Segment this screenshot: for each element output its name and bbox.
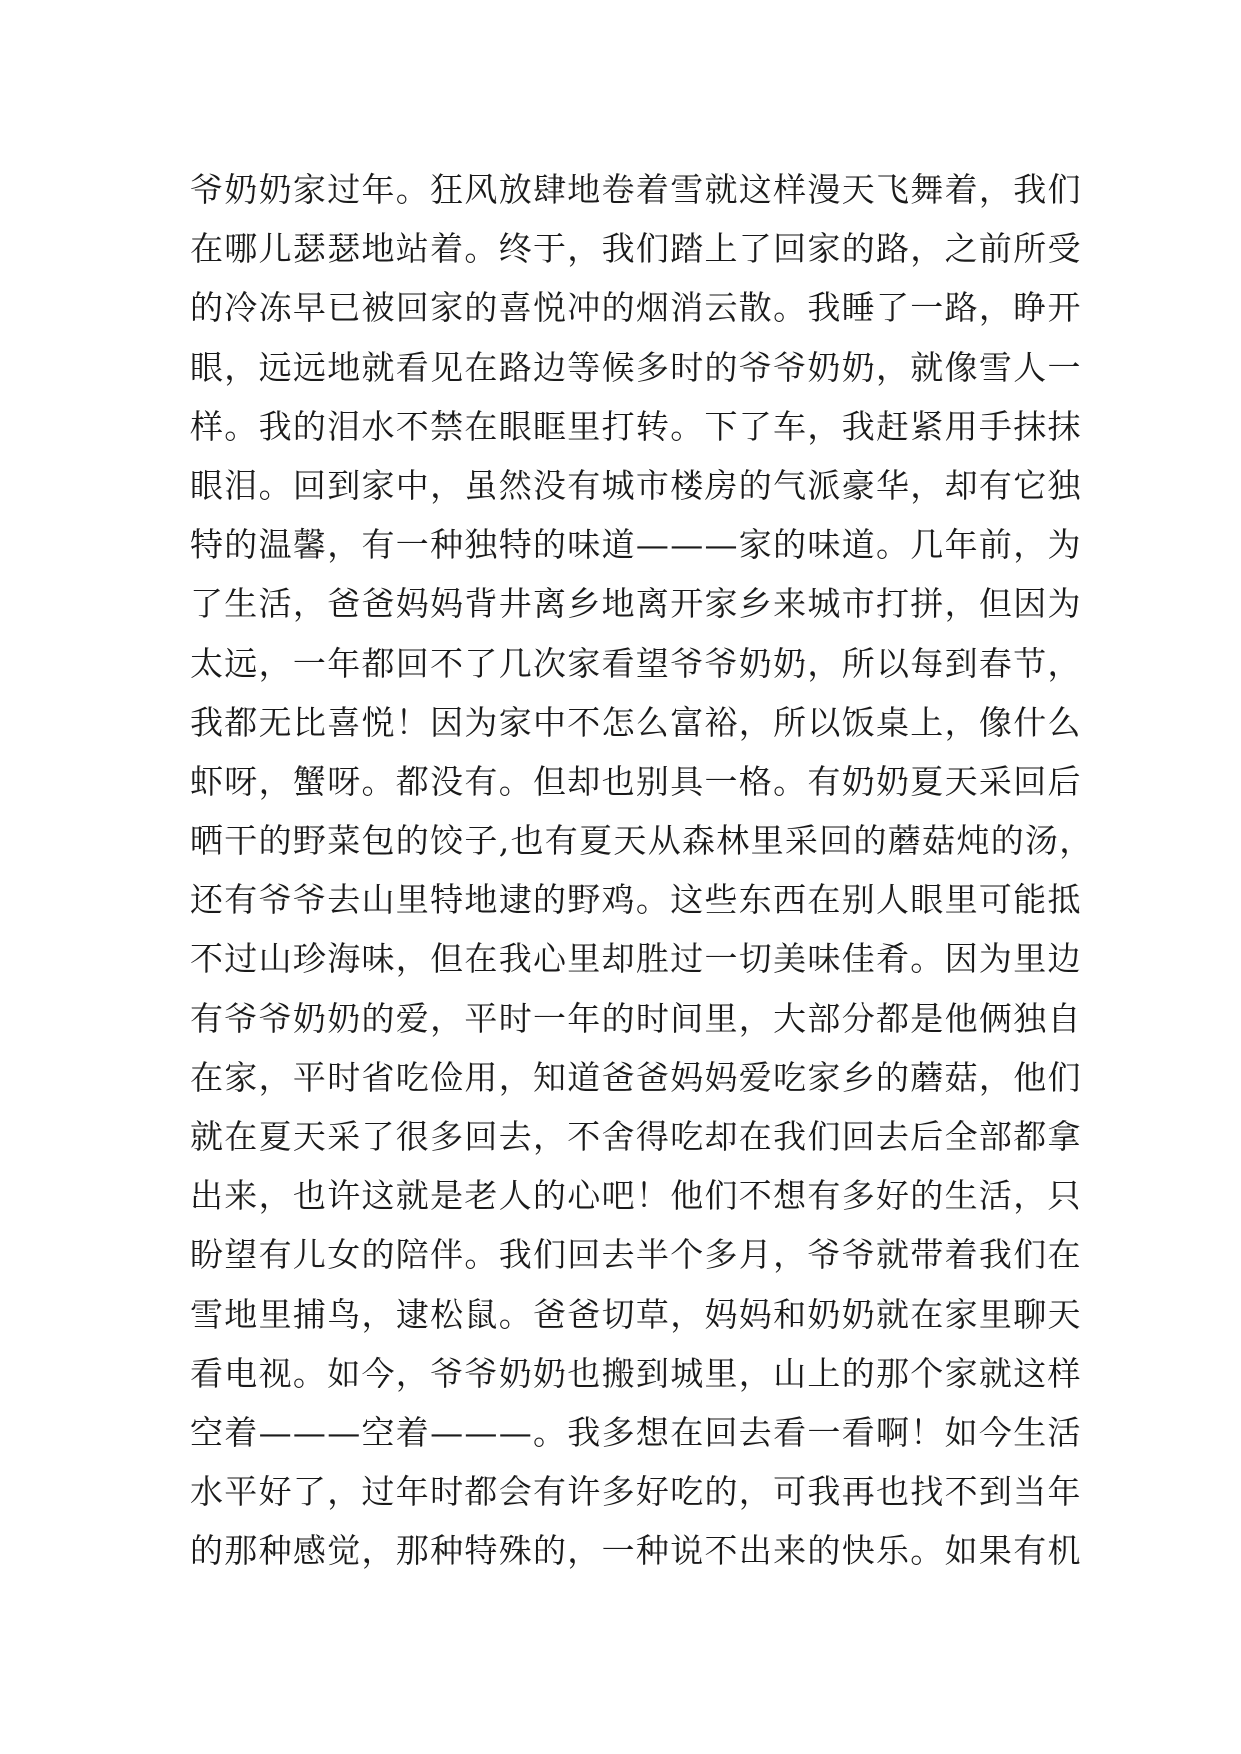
text-line: 虾呀，蟹呀。都没有。但却也别具一格。有奶奶夏天采回后 (190, 761, 1082, 801)
text-line: 了生活，爸爸妈妈背井离乡地离开家乡来城市打拼，但因为 (190, 584, 1082, 624)
text-line: 水平好了，过年时都会有许多好吃的，可我再也找不到当年 (190, 1472, 1082, 1512)
text-line: 在哪儿瑟瑟地站着。终于，我们踏上了回家的路，之前所受 (190, 229, 1082, 269)
text-line: 空着———空着———。我多想在回去看一看啊！如今生活 (190, 1412, 1082, 1452)
text-line: 眼泪。回到家中，虽然没有城市楼房的气派豪华，却有它独 (190, 465, 1082, 505)
text-line: 的冷冻早已被回家的喜悦冲的烟消云散。我睡了一路，睁开 (190, 288, 1082, 328)
text-line: 特的温馨，有一种独特的味道———家的味道。几年前，为 (190, 525, 1082, 565)
text-line: 太远，一年都回不了几次家看望爷爷奶奶，所以每到春节， (190, 643, 1082, 683)
text-line: 就在夏天采了很多回去，不舍得吃却在我们回去后全部都拿 (190, 1117, 1082, 1156)
text-line: 还有爷爷去山里特地逮的野鸡。这些东西在别人眼里可能抵 (190, 880, 1082, 920)
text-line: 的那种感觉，那种特殊的，一种说不出来的快乐。如果有机 (190, 1531, 1082, 1571)
text-line: 在家，平时省吃俭用，知道爸爸妈妈爱吃家乡的蘑菇，他们 (190, 1057, 1082, 1097)
text-line: 我都无比喜悦！因为家中不怎么富裕，所以饭桌上，像什么 (190, 702, 1082, 742)
text-line: 出来，也许这就是老人的心吧！他们不想有多好的生活，只 (190, 1176, 1082, 1216)
text-line: 晒干的野菜包的饺子,也有夏天从森林里采回的蘑菇炖的汤， (190, 821, 1094, 861)
text-line: 不过山珍海味，但在我心里却胜过一切美味佳肴。因为里边 (190, 939, 1082, 979)
body-text (190, 160, 1094, 1581)
text-line: 有爷爷奶奶的爱，平时一年的时间里，大部分都是他俩独自 (190, 998, 1082, 1038)
text-line: 看电视。如今，爷爷奶奶也搬到城里，山上的那个家就这样 (190, 1353, 1082, 1393)
text-line: 爷奶奶家过年。狂风放肆地卷着雪就这样漫天飞舞着，我们 (190, 170, 1082, 209)
text-line: 雪地里捕鸟，逮松鼠。爸爸切草，妈妈和奶奶就在家里聊天 (190, 1294, 1082, 1334)
text-line: 盼望有儿女的陪伴。我们回去半个多月，爷爷就带着我们在 (190, 1235, 1082, 1275)
text-line: 眼，远远地就看见在路边等候多时的爷爷奶奶，就像雪人一 (190, 347, 1082, 387)
text-line: 样。我的泪水不禁在眼眶里打转。下了车，我赶紧用手抹抹 (190, 406, 1082, 446)
